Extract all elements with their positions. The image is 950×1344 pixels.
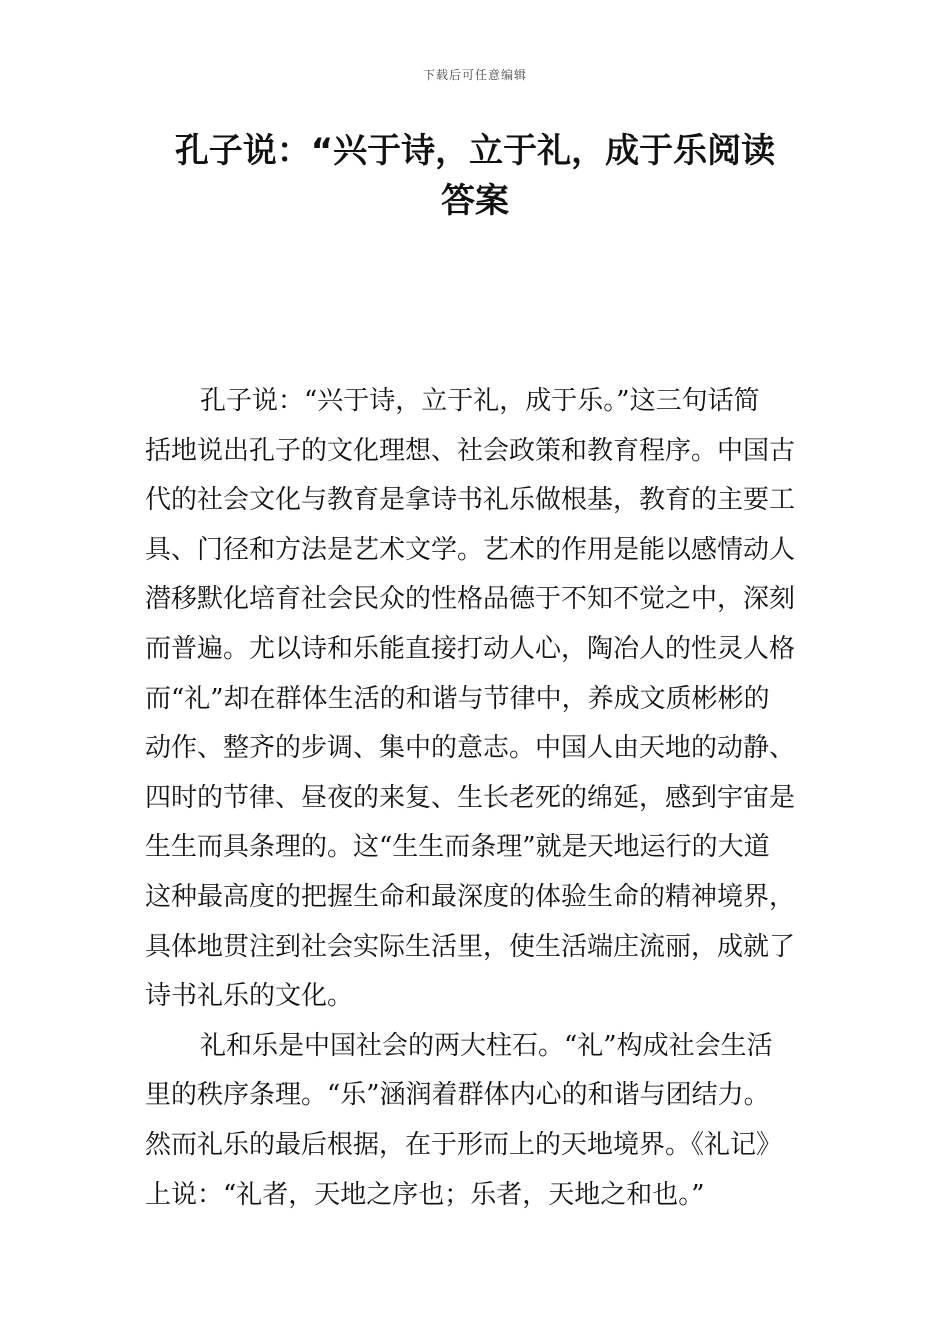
text-line: 代的社会文化与教育是拿诗书礼乐做根基，教育的主要工 — [145, 485, 796, 516]
document-title — [140, 126, 810, 226]
text-line: 动作、整齐的步调、集中的意志。中国人由天地的动静、 — [145, 733, 796, 764]
paragraph-1 — [145, 377, 810, 1022]
text-line: 生生而具条理的。这“生生而条理”就是天地运行的大道 — [145, 832, 770, 863]
text-line: 具、门径和方法是艺术文学。艺术的作用是能以感情动人 — [145, 534, 796, 565]
text-line: 上说：“礼者，天地之序也；乐者，天地之和也。” — [145, 1179, 705, 1210]
text-line: 里的秩序条理。“乐”涵润着群体内心的和谐与团结力。 — [145, 1080, 770, 1111]
text-line: 而普遍。尤以诗和乐能直接打动人心，陶冶人的性灵人格 — [145, 633, 796, 664]
text-line: 而“礼”却在群体生活的和谐与节律中，养成文质彬彬的 — [145, 683, 770, 714]
text-line: 潜移默化培育社会民众的性格品德于不知不觉之中，深刻 — [145, 584, 796, 615]
paragraph-2 — [145, 1022, 810, 1220]
text-line: 然而礼乐的最后根据，在于形而上的天地境界。《礼记》 — [145, 1129, 783, 1160]
text-line: 诗书礼乐的文化。 — [145, 981, 354, 1012]
text-line: 孔子说：“兴于诗，立于礼，成于乐。”这三句话简 — [200, 386, 760, 416]
header-note: 下载后可任意编辑 — [422, 68, 527, 82]
text-line: 括地说出孔子的文化理想、社会政策和教育程序。中国古 — [145, 435, 796, 466]
text-line: 礼和乐是中国社会的两大柱石。“礼”构成社会生活 — [200, 1030, 773, 1061]
text-line: 这种最高度的把握生命和最深度的体验生命的精神境界， — [145, 881, 796, 912]
title-line: 孔子说：“兴于诗，立于礼，成于乐阅读 — [174, 131, 776, 171]
document-body — [145, 377, 810, 1220]
title-line: 答案 — [441, 181, 509, 221]
text-line: 具体地贯注到社会实际生活里，使生活端庄流丽，成就了 — [145, 931, 796, 962]
text-line: 四时的节律、昼夜的来复、生长老死的绵延，感到宇宙是 — [145, 782, 796, 813]
